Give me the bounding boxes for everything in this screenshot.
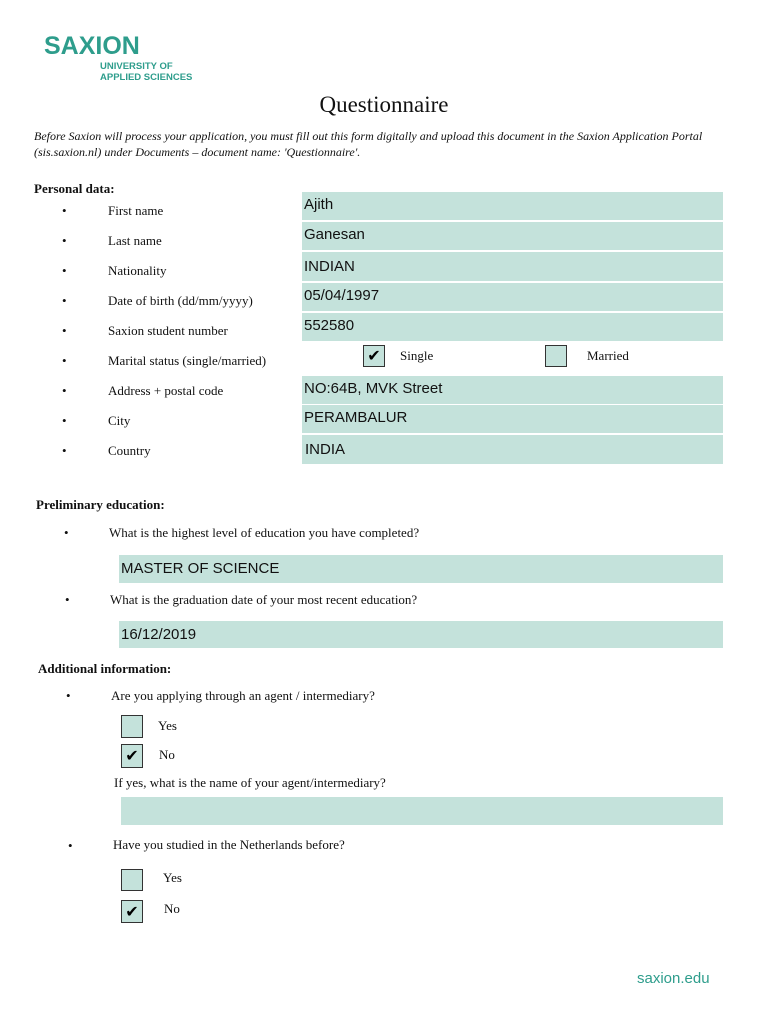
dob-label: Date of birth (dd/mm/yyyy) [108,293,253,308]
first-name-field[interactable]: Ajith [302,192,723,220]
marital-status-label: Marital status (single/married) [108,353,267,368]
bullet: • [62,353,67,368]
bullet: • [62,383,67,398]
graduation-date-question: What is the graduation date of your most recent education? [110,592,418,607]
country-field[interactable]: INDIA [302,435,723,464]
education-level-question: What is the highest level of education you have completed? [109,525,420,540]
single-checkbox[interactable] [363,345,385,367]
bullet: • [65,592,70,607]
city-label: City [108,413,131,428]
bullet: • [62,293,67,308]
bullet: • [62,233,67,248]
agent-name-field[interactable] [121,797,723,825]
address-field[interactable]: NO:64B, MVK Street [302,376,723,404]
nationality-label: Nationality [108,263,167,278]
personal-data-heading: Personal data: [34,181,115,196]
bullet: • [62,203,67,218]
netherlands-no-label: No [164,901,180,916]
graduation-date-field[interactable]: 16/12/2019 [119,621,723,648]
logo-wordmark: SAXION [44,32,140,60]
education-heading: Preliminary education: [36,497,165,512]
agent-no-label: No [159,747,175,762]
footer-website: saxion.edu [637,970,710,987]
page-title: Questionnaire [319,92,449,117]
single-label: Single [400,348,434,363]
netherlands-yes-label: Yes [163,870,182,885]
agent-no-checkbox[interactable] [121,744,143,768]
netherlands-no-checkbox[interactable] [121,900,143,923]
student-number-label: Saxion student number [108,323,228,338]
married-label: Married [587,348,629,363]
bullet: • [62,413,67,428]
bullet: • [62,263,67,278]
netherlands-study-question: Have you studied in the Netherlands before? [113,837,345,852]
last-name-label: Last name [108,233,162,248]
student-number-field[interactable]: 552580 [302,313,723,341]
agent-question: Are you applying through an agent / intermediary? [111,688,375,703]
netherlands-yes-checkbox[interactable] [121,869,143,891]
additional-info-heading: Additional information: [38,661,172,676]
married-checkbox[interactable] [545,345,567,367]
agent-yes-checkbox[interactable] [121,715,143,738]
intro-text: Before Saxion will process your application, you must fill out this form digitally and upload this document in the Saxion Application Portal (sis.saxion.nl) under Documents – document name: 'Questionnaire'. [34,129,703,159]
logo-subtitle-line1: UNIVERSITY OF [100,61,173,72]
city-field[interactable]: PERAMBALUR [302,405,723,433]
checkmark-icon: ✔ [125,901,139,921]
bullet: • [64,525,69,540]
checkmark-icon: ✔ [125,746,139,765]
first-name-label: First name [108,203,164,218]
agent-name-question: If yes, what is the name of your agent/intermediary? [114,775,386,790]
country-label: Country [108,443,151,458]
bullet: • [66,688,71,703]
checkmark-icon: ✔ [367,346,381,365]
bullet: • [62,443,67,458]
address-label: Address + postal code [108,383,224,398]
nationality-field[interactable]: INDIAN [302,252,723,281]
education-level-field[interactable]: MASTER OF SCIENCE [119,555,723,583]
saxion-logo [44,28,204,88]
last-name-field[interactable]: Ganesan [302,222,723,250]
bullet: • [68,838,73,853]
bullet: • [62,323,67,338]
logo-subtitle-line2: APPLIED SCIENCES [100,72,193,83]
agent-yes-label: Yes [158,718,177,733]
dob-field[interactable]: 05/04/1997 [302,283,723,311]
